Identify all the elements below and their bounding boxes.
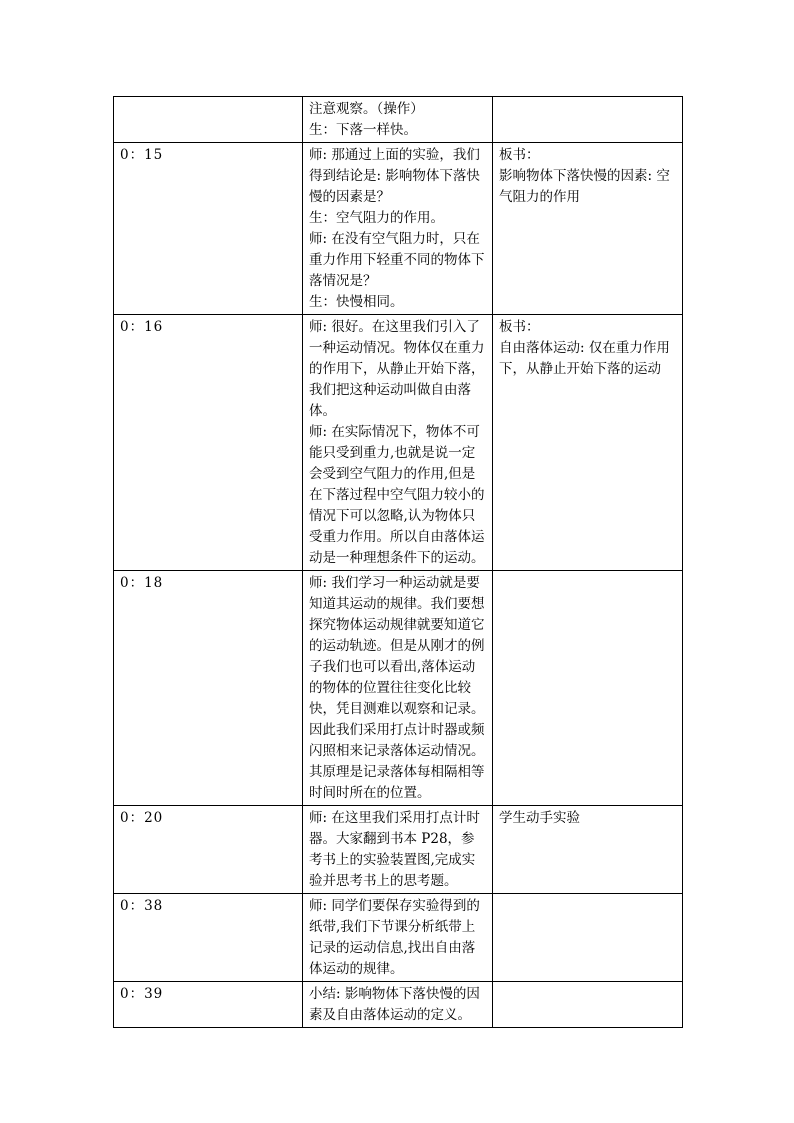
content-line: 师: 那通过上面的实验，我们得到结论是: 影响物体下落快慢的因素是？ bbox=[309, 147, 480, 205]
time-cell: 0：38 bbox=[114, 894, 303, 982]
board-line: 影响物体下落快慢的因素: 空气阻力的作用 bbox=[499, 168, 670, 205]
time-cell: 0：16 bbox=[114, 315, 303, 571]
content-line: 注意观察。（操作） bbox=[309, 101, 424, 117]
table-row bbox=[114, 982, 683, 1028]
time-cell: 0：15 bbox=[114, 143, 303, 315]
board-cell bbox=[493, 97, 683, 143]
table-row bbox=[114, 315, 683, 571]
content-line: 师: 同学们要保存实验得到的纸带,我们下节课分析纸带上记录的运动信息,找出自由落体运动的规律。 bbox=[309, 898, 480, 977]
content-line: 生：快慢相同。 bbox=[309, 294, 404, 310]
table-row bbox=[114, 894, 683, 982]
board-cell bbox=[493, 143, 683, 315]
content-cell bbox=[303, 315, 493, 571]
content-line: 师: 在没有空气阻力时，只在重力作用下轻重不同的物体下落情况是？ bbox=[309, 231, 485, 289]
content-cell bbox=[303, 806, 493, 894]
table-row bbox=[114, 143, 683, 315]
content-line: 生：空气阻力的作用。 bbox=[309, 210, 444, 226]
board-line: 板书： bbox=[499, 147, 540, 163]
table-row bbox=[114, 571, 683, 806]
content-line: 生：下落一样快。 bbox=[309, 122, 417, 138]
content-line: 师: 我们学习一种运动就是要知道其运动的规律。我们要想探究物体运动规律就要知道它的运动轨迹。但是从刚才的例子我们也可以看出,落体运动的物体的位置往往变化比较快，凭目测难以观察和记录。因此我们采用打点计时器或频闪照相来记录落体运动情况。其原理是记录落体每相隔相等时间时所在的位置。 bbox=[309, 575, 485, 801]
time-cell: 0：20 bbox=[114, 806, 303, 894]
content-cell bbox=[303, 97, 493, 143]
time-cell: 0：18 bbox=[114, 571, 303, 806]
content-line: 师: 很好。在这里我们引入了一种运动情况。物体仅在重力的作用下，从静止开始下落，我们把这种运动叫做自由落体。 bbox=[309, 319, 485, 419]
board-cell bbox=[493, 806, 683, 894]
table-row bbox=[114, 97, 683, 143]
board-cell bbox=[493, 571, 683, 806]
board-line: 板书： bbox=[499, 319, 540, 335]
content-cell bbox=[303, 894, 493, 982]
content-cell bbox=[303, 982, 493, 1028]
board-line: 学生动手实验 bbox=[499, 810, 580, 826]
board-cell bbox=[493, 982, 683, 1028]
board-cell bbox=[493, 315, 683, 571]
content-line: 师: 在实际情况下，物体不可能只受到重力,也就是说一定会受到空气阻力的作用,但是在下落过程中空气阻力较小的情况下可以忽略,认为物体只受重力作用。所以自由落体运动是一种理想条件下的运动。 bbox=[309, 424, 485, 566]
time-cell: 0：39 bbox=[114, 982, 303, 1028]
table-row bbox=[114, 806, 683, 894]
content-cell bbox=[303, 571, 493, 806]
content-line: 师: 在这里我们采用打点计时器。大家翻到书本 P28，参考书上的实验装置图,完成实验并思考书上的思考题。 bbox=[309, 810, 480, 889]
time-cell bbox=[114, 97, 303, 143]
board-cell bbox=[493, 894, 683, 982]
content-line: 小结: 影响物体下落快慢的因素及自由落体运动的定义。 bbox=[309, 986, 480, 1023]
content-cell bbox=[303, 143, 493, 315]
board-line: 自由落体运动: 仅在重力作用下，从静止开始下落的运动 bbox=[499, 340, 670, 377]
lesson-plan-table bbox=[113, 96, 683, 1028]
